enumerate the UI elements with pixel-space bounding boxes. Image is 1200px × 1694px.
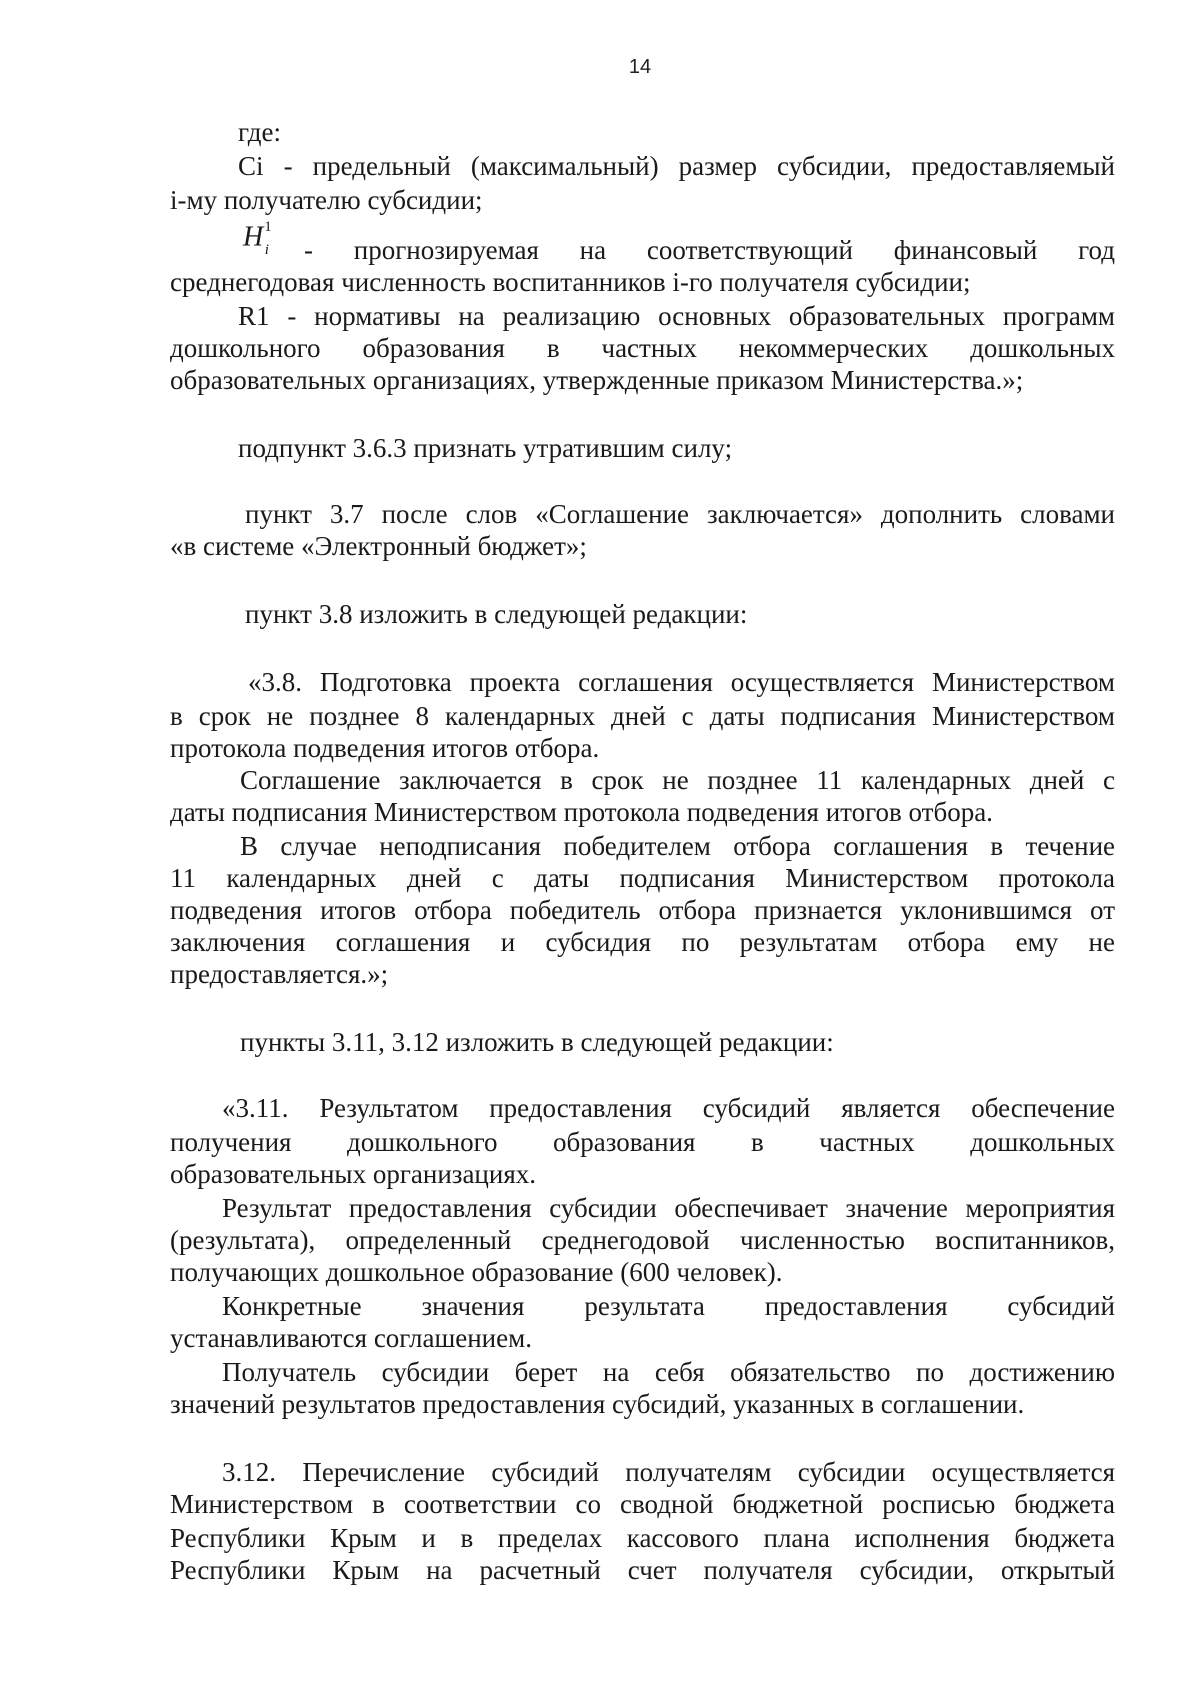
text-line: Результат предоставления субсидии обеспечивает значение мероприятия (222, 1193, 1115, 1223)
text-line: (результата), определенный среднегодовой численностью воспитанников, (170, 1225, 1115, 1255)
formula-symbol-h: $H^1_i$ (243, 219, 272, 258)
text-line: «в системе «Электронный бюджет»; (170, 531, 587, 561)
text-line: пункты 3.11, 3.12 изложить в следующей редакции: (240, 1027, 834, 1057)
text-line: протокола подведения итогов отбора. (170, 733, 600, 763)
text-line: R1 - нормативы на реализацию основных образовательных программ (238, 301, 1115, 331)
text-line: устанавливаются соглашением. (170, 1323, 532, 1353)
text-line: предоставляется.»; (170, 959, 389, 989)
text-line: пункт 3.8 изложить в следующей редакции: (245, 599, 748, 629)
text-line: в срок не позднее 8 календарных дней с даты подписания Министерством (170, 701, 1115, 731)
text-line: Министерством в соответствии со сводной бюджетной росписью бюджета (170, 1489, 1115, 1519)
text-line: среднегодовая численность воспитанников i-го получателя субсидии; (170, 267, 971, 297)
text-line: Получатель субсидии берет на себя обязательство по достижению (222, 1357, 1115, 1387)
text-line: Республики Крым и в пределах кассового плана исполнения бюджета (170, 1523, 1115, 1553)
text-line: В случае неподписания победителем отбора соглашения в течение (240, 831, 1115, 861)
text-line: 11 календарных дней с даты подписания Министерством протокола (170, 863, 1115, 893)
text-line: образовательных организациях. (170, 1159, 536, 1189)
text-line: «3.11. Результатом предоставления субсидий является обеспечение (222, 1093, 1115, 1123)
text-line: пункт 3.7 после слов «Соглашение заключается» дополнить словами (245, 499, 1115, 529)
text-line: i-му получателю субсидии; (170, 185, 483, 215)
text-line: значений результатов предоставления субсидий, указанных в соглашении. (170, 1389, 1025, 1419)
page-number: 14 (628, 56, 652, 78)
text-line: подпункт 3.6.3 признать утратившим силу; (238, 433, 733, 463)
text-line: 3.12. Перечисление субсидий получателям субсидии осуществляется (222, 1457, 1115, 1487)
text-line: заключения соглашения и субсидия по результатам отбора ему не (170, 927, 1115, 957)
text-line: получающих дошкольное образование (600 человек). (170, 1257, 783, 1287)
text-line: получения дошкольного образования в частных дошкольных (170, 1127, 1115, 1157)
text-line: Ci - предельный (максимальный) размер субсидии, предоставляемый (238, 151, 1115, 181)
text-line: даты подписания Министерством протокола подведения итогов отбора. (170, 797, 993, 827)
text-line: Соглашение заключается в срок не позднее 11 календарных дней с (240, 765, 1115, 795)
text-line: - прогнозируемая на соответствующий финансовый год (304, 235, 1115, 265)
text-line: где: (238, 117, 281, 147)
text-line: подведения итогов отбора победитель отбора признается уклонившимся от (170, 895, 1115, 925)
text-line: Республики Крым на расчетный счет получателя субсидии, открытый (170, 1555, 1115, 1585)
text-line: дошкольного образования в частных некоммерческих дошкольных (170, 333, 1115, 363)
text-line: Конкретные значения результата предоставления субсидий (222, 1291, 1115, 1321)
text-line: образовательных организациях, утвержденные приказом Министерства.»; (170, 365, 1024, 395)
text-line: «3.8. Подготовка проекта соглашения осуществляется Министерством (248, 667, 1115, 697)
